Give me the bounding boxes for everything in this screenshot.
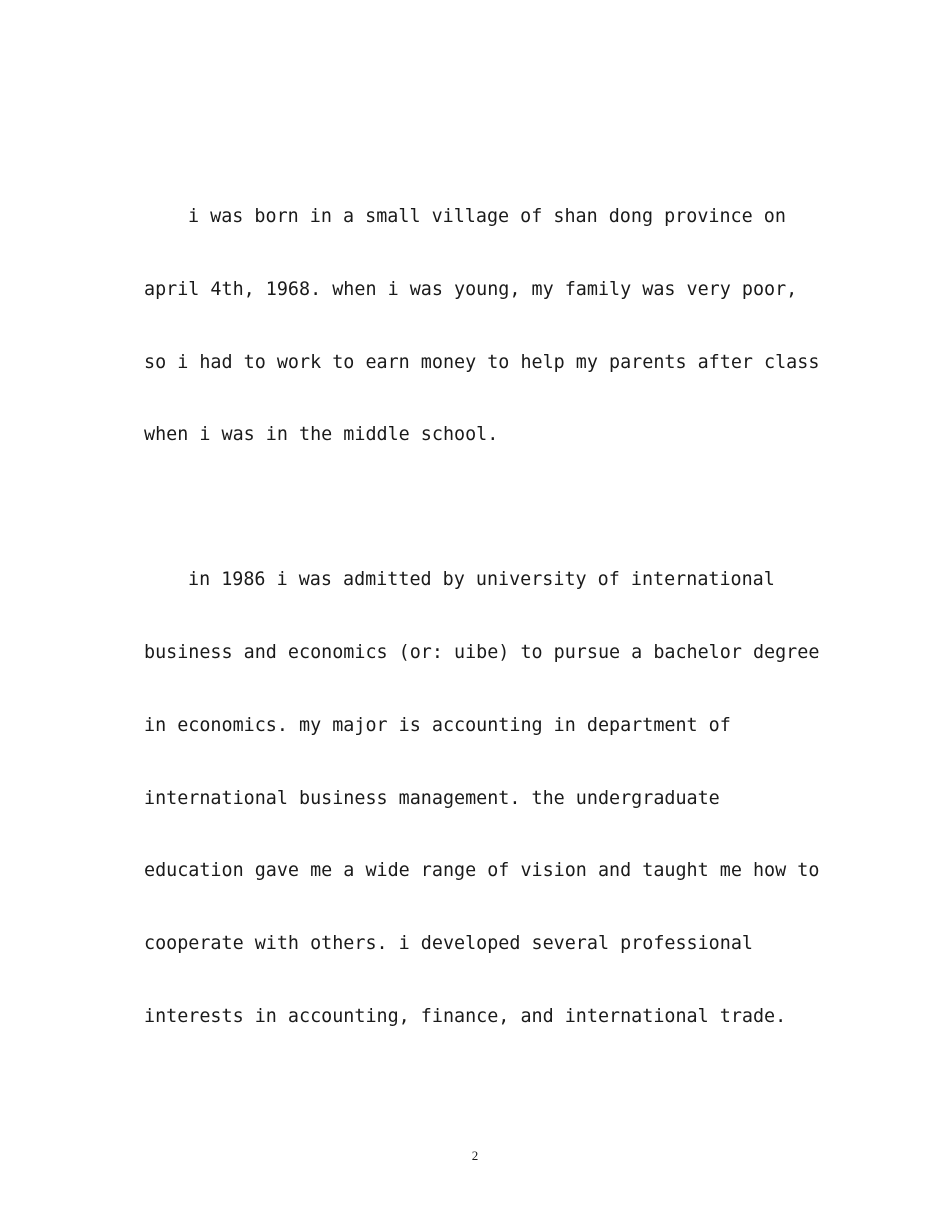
paragraph-line: international business management. the undergraduate (144, 788, 720, 809)
paragraph-line: interests in accounting, finance, and international trade. (144, 1006, 787, 1027)
paragraph-line: business and economics (or: uibe) to pursue a bachelor degree (144, 642, 820, 663)
page-number: 2 (471, 1148, 479, 1163)
paragraph-line: in economics. my major is accounting in department of (144, 715, 731, 736)
paragraph-line: in 1986 i was admitted by university of international (188, 569, 775, 590)
paragraph-line: cooperate with others. i developed several professional (144, 933, 753, 954)
paragraph-line: when i was in the middle school. (144, 424, 499, 445)
paragraph-line: i was born in a small village of shan dong province on (188, 206, 786, 227)
paragraph-line: education gave me a wide range of vision and taught me how to (144, 860, 820, 881)
paragraph-line: so i had to work to earn money to help my parents after class (144, 352, 820, 373)
paragraph-line: april 4th, 1968. when i was young, my family was very poor, (144, 279, 798, 300)
